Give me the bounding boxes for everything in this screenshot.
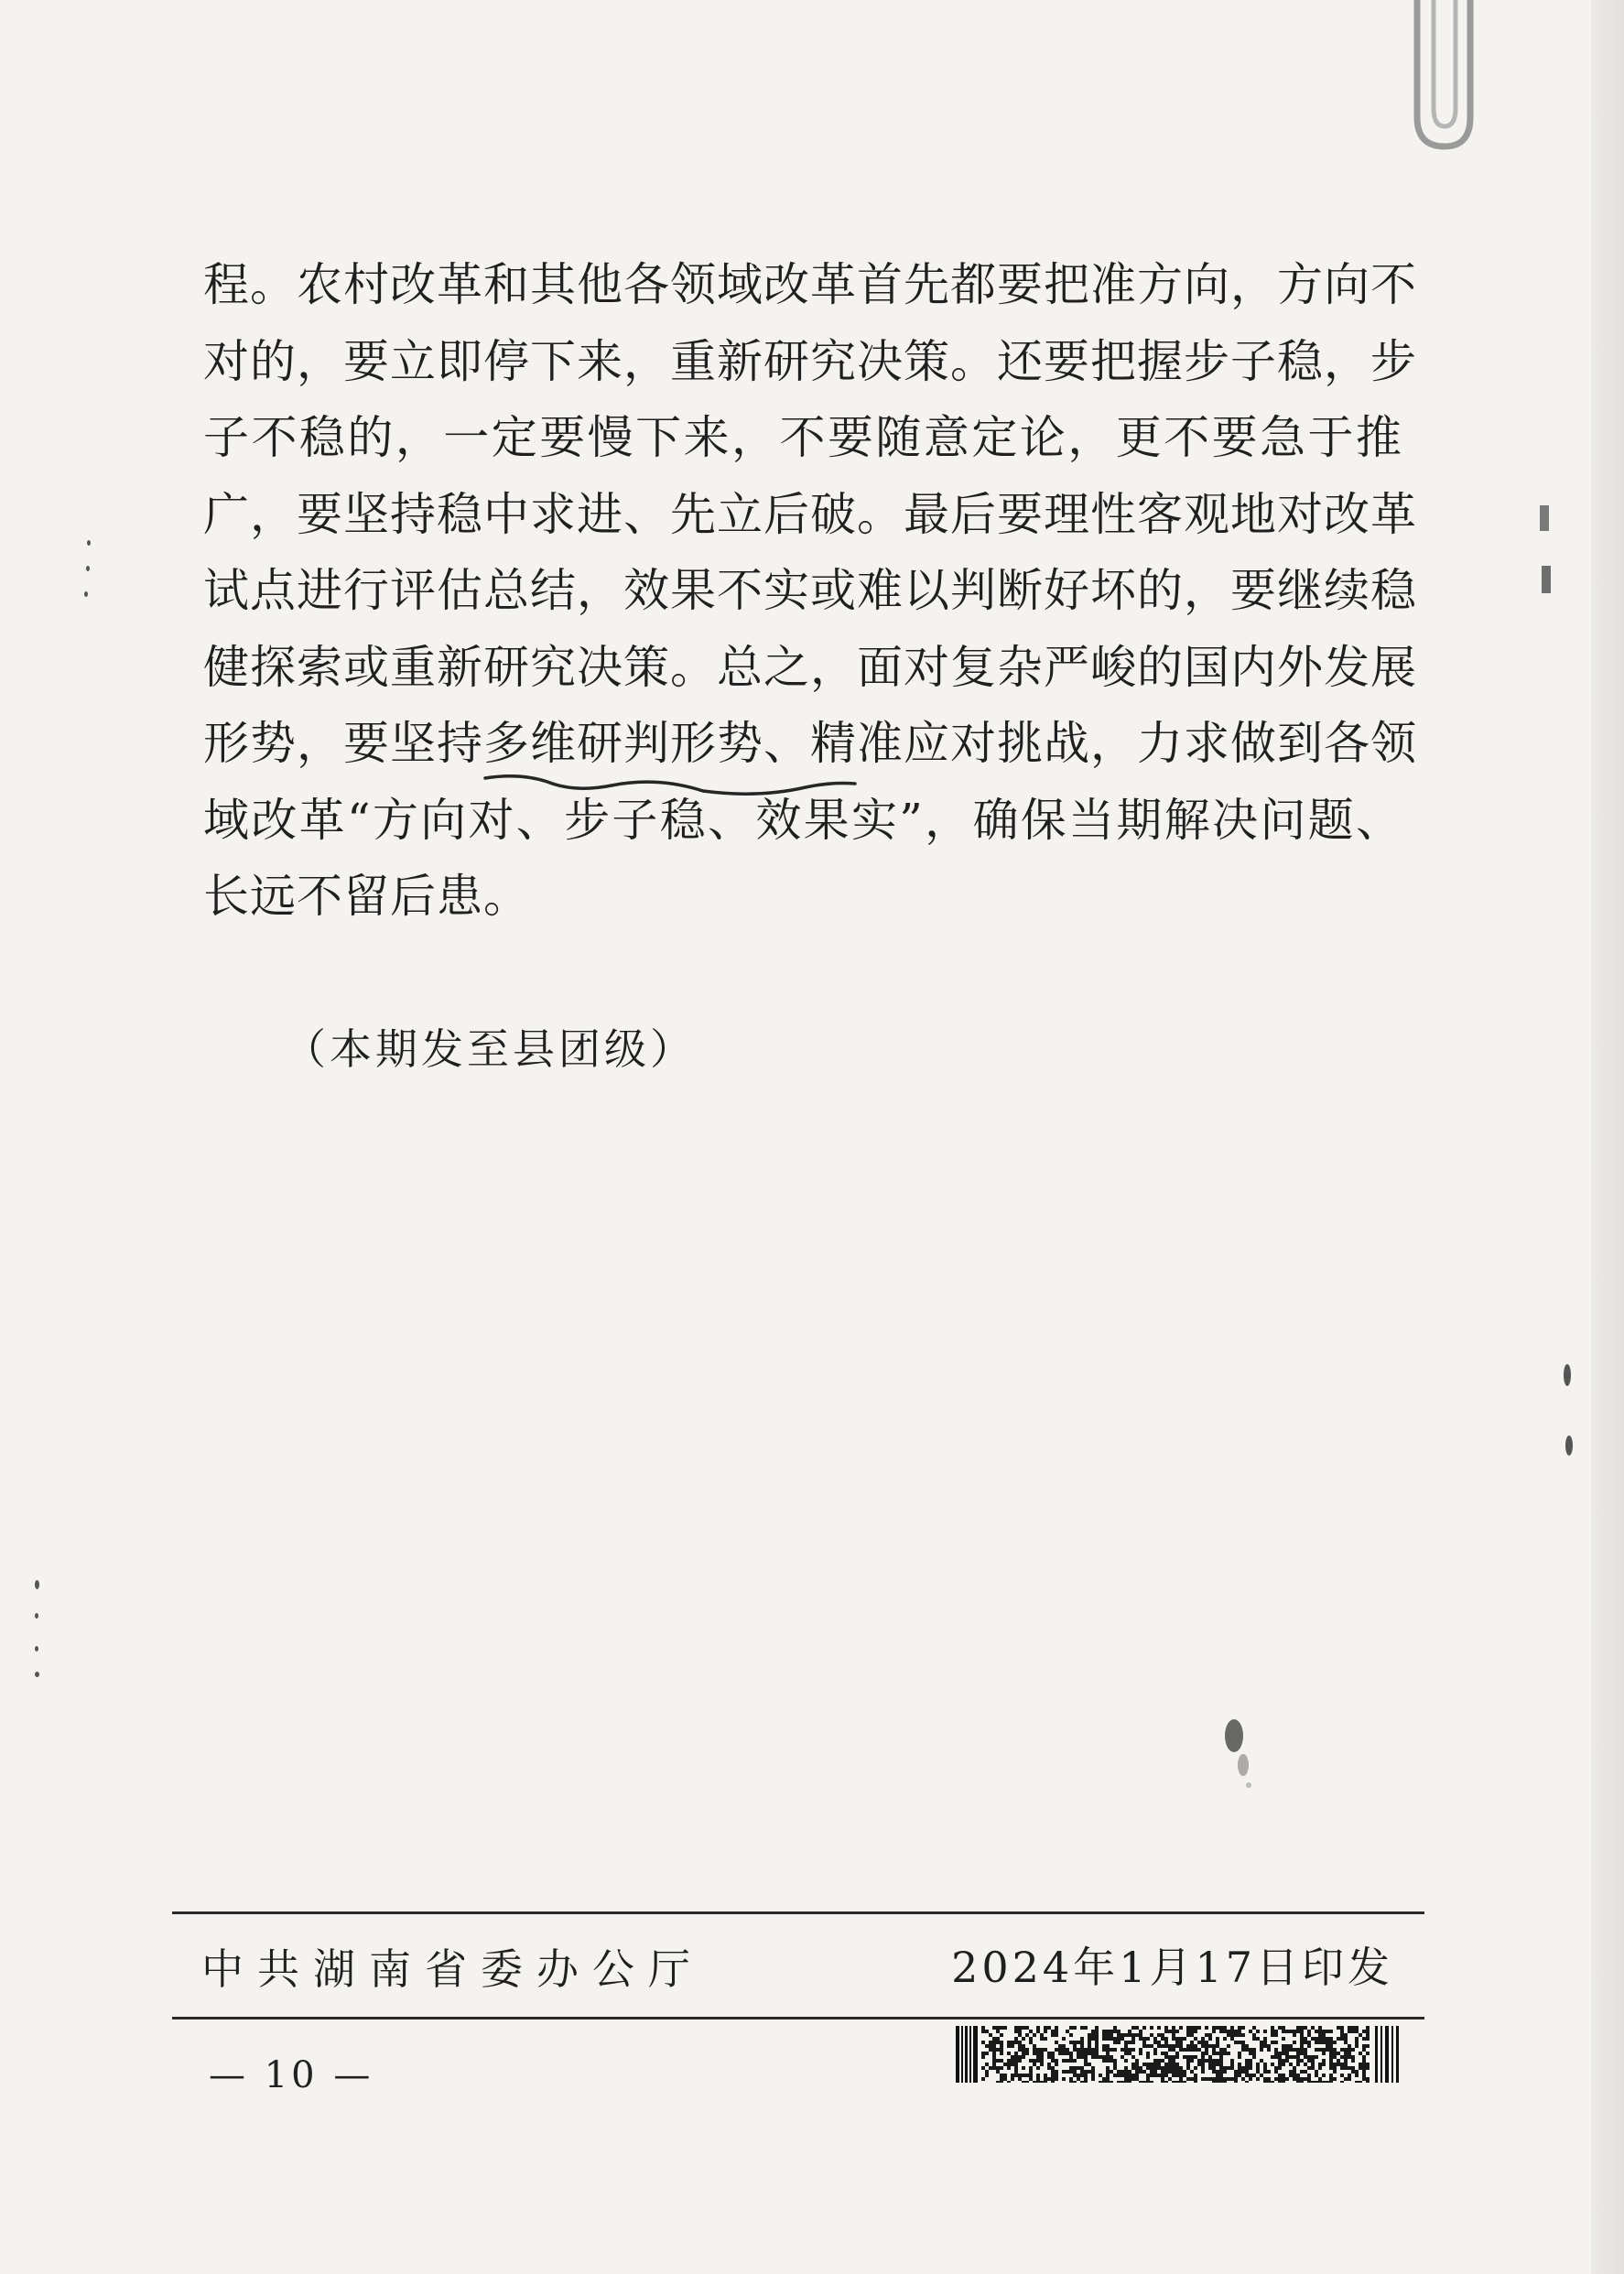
issuer-name: 中共湖南省委办公厅 — [201, 1944, 704, 1994]
handwritten-underline — [483, 769, 857, 800]
body-line: 程。农村改革和其他各领域改革首先都要把准方向，方向不 — [203, 258, 1417, 311]
scan-speck — [35, 1672, 39, 1677]
ink-smudge — [1218, 1712, 1258, 1794]
body-line: 长远不留后患。 — [203, 870, 530, 923]
barcode-icon — [956, 2026, 1404, 2083]
body-line: 子不稳的，一定要慢下来，不要随意定论，更不要急于推 — [203, 411, 1402, 464]
paperclip-icon — [1391, 0, 1479, 157]
scan-speck — [87, 540, 91, 546]
scan-speck — [84, 591, 88, 597]
scan-speck — [35, 1580, 39, 1589]
page-number: — 10 — — [209, 2054, 374, 2096]
body-line: 试点进行评估总结，效果不实或难以判断好坏的，要继续稳 — [203, 564, 1417, 617]
body-line: 域改革“方向对、步子稳、效果实”，确保当期解决问题、 — [203, 793, 1402, 847]
scan-speck — [35, 1613, 38, 1619]
print-date: 2024年1月17日印发 — [951, 1943, 1393, 1992]
edge-marks — [1534, 494, 1560, 604]
body-line: 形势，要坚持多维研判形势、精准应对挑战，力求做到各领 — [203, 717, 1417, 770]
imprint-footer — [172, 1911, 1424, 2020]
scan-speck — [1564, 1364, 1571, 1386]
scan-speck — [1565, 1435, 1573, 1456]
page-edge-shadow — [1591, 0, 1624, 2274]
scan-speck — [86, 566, 90, 571]
body-line: 对的，要立即停下来，重新研究决策。还要把握步子稳，步 — [203, 334, 1417, 388]
body-line: 广，要坚持稳中求进、先立后破。最后要理性客观地对改革 — [203, 487, 1417, 541]
scan-speck — [35, 1646, 38, 1651]
body-text — [203, 247, 1417, 936]
body-line: 健探索或重新研究决策。总之，面对复杂严峻的国内外发展 — [203, 640, 1417, 694]
distribution-note: （本期发至县团级） — [284, 1024, 696, 1074]
